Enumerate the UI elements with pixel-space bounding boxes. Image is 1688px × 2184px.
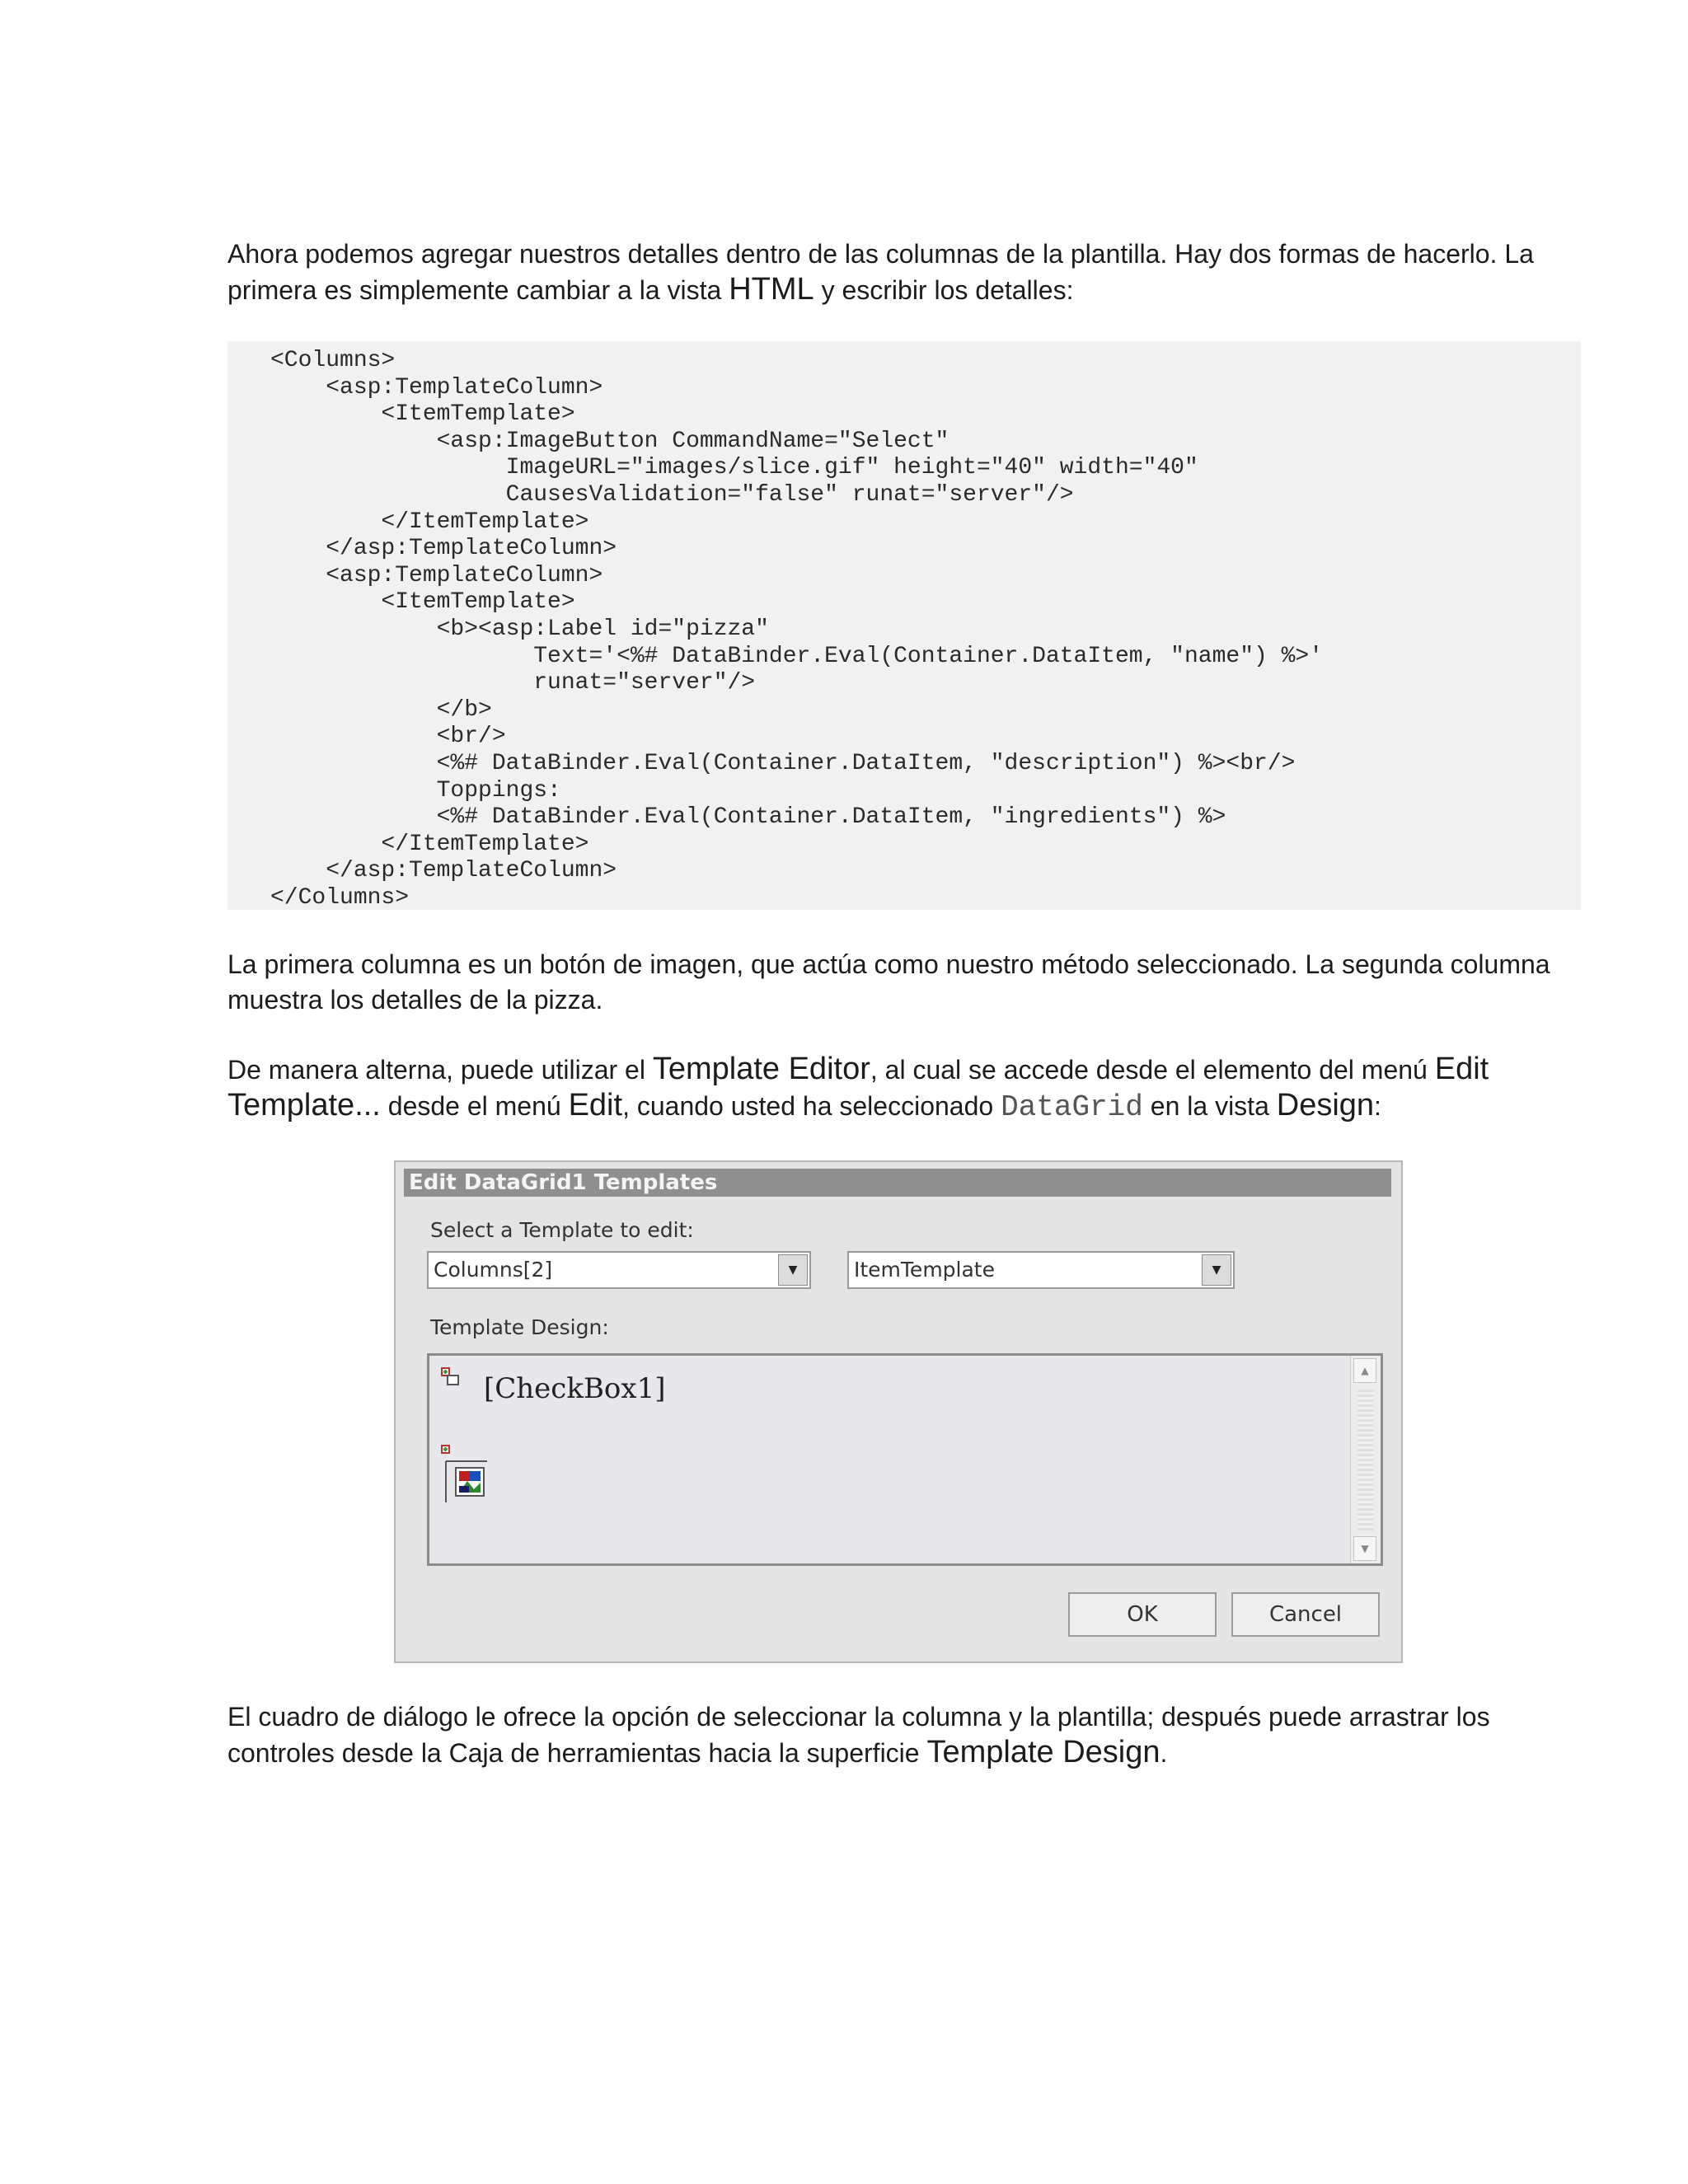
- text-run: :: [1374, 1091, 1381, 1121]
- code-line: <%# DataBinder.Eval(Container.DataItem, "description") %><br/>: [270, 750, 1296, 776]
- code-line: </ItemTemplate>: [270, 831, 589, 857]
- code-line: <b><asp:Label id="pizza": [270, 616, 769, 642]
- code-line: runat="server"/>: [270, 670, 756, 696]
- code-line: </asp:TemplateColumn>: [270, 858, 617, 884]
- datagrid-term: DataGrid: [1001, 1090, 1143, 1124]
- chevron-down-icon[interactable]: ▼: [1202, 1254, 1231, 1286]
- code-line: <br/>: [270, 724, 506, 750]
- text-run: , al cual se accede desde el elemento del menú: [870, 1055, 1435, 1085]
- template-editor-paragraph: [227, 1052, 1579, 1125]
- explanation-text: La primera columna es un botón de imagen, que actúa como nuestro método seleccionado. La segunda columna muestra los detalles de la pizza.: [227, 949, 1550, 1015]
- template-design-term: Template Design: [926, 1735, 1160, 1769]
- code-line: <asp:ImageButton CommandName="Select": [270, 428, 950, 454]
- vertical-scrollbar[interactable]: [1350, 1356, 1381, 1563]
- text-run: De manera alterna, puede utilizar el: [227, 1055, 653, 1085]
- code-line: <ItemTemplate>: [270, 401, 575, 428]
- intro-text-end: y escribir los detalles:: [814, 275, 1074, 305]
- column-select[interactable]: [427, 1251, 811, 1289]
- code-line: ImageURL="images/slice.gif" height="40" width="40": [270, 455, 1198, 481]
- template-select-value: ItemTemplate: [854, 1258, 995, 1282]
- text-run: en la vista: [1142, 1091, 1277, 1121]
- template-editor-term: Template Editor: [652, 1052, 870, 1086]
- text-run: , cuando usted ha seleccionado: [622, 1091, 1001, 1121]
- template-design-label: Template Design:: [430, 1315, 609, 1339]
- column-select-value: Columns[2]: [434, 1258, 553, 1282]
- edit-term: Edit: [568, 1088, 623, 1122]
- dialog-title: Edit DataGrid1 Templates: [404, 1169, 1391, 1197]
- code-line: Text='<%# DataBinder.Eval(Container.DataItem, "name") %>': [270, 643, 1324, 669]
- code-line: </Columns>: [270, 884, 410, 911]
- closing-paragraph: [227, 1699, 1579, 1771]
- explanation-paragraph: [227, 947, 1579, 1018]
- code-line: <asp:TemplateColumn>: [270, 562, 603, 588]
- control-marker-icon: [441, 1367, 459, 1385]
- template-select[interactable]: [847, 1251, 1235, 1289]
- checkbox-control[interactable]: [CheckBox1]: [484, 1372, 666, 1405]
- code-line: <%# DataBinder.Eval(Container.DataItem, "ingredients") %>: [270, 804, 1226, 831]
- code-line: </b>: [270, 696, 492, 723]
- closing-text: El cuadro de diálogo le ofrece la opción de seleccionar la columna y la plantilla; después puede arrastrar los controles desde la Caja de herramientas hacia la superficie: [227, 1702, 1490, 1768]
- code-line: <Columns>: [270, 348, 396, 373]
- scroll-track[interactable]: [1357, 1389, 1374, 1530]
- image-placeholder-icon[interactable]: [444, 1453, 490, 1504]
- cancel-button[interactable]: Cancel: [1231, 1592, 1380, 1637]
- code-line: </ItemTemplate>: [270, 509, 589, 535]
- ok-button[interactable]: OK: [1068, 1592, 1217, 1637]
- code-line: CausesValidation="false" runat="server"/>: [270, 481, 1074, 508]
- text-run: desde el menú: [380, 1091, 569, 1121]
- html-term: HTML: [729, 272, 814, 307]
- intro-paragraph: [227, 237, 1579, 308]
- scroll-up-icon[interactable]: ▲: [1353, 1358, 1376, 1383]
- intro-text: Ahora podemos agregar nuestros detalles dentro de las columnas de la plantilla. Hay dos formas de hacerlo. La primera es simplemente cambiar a la vista: [227, 239, 1534, 305]
- select-template-label: Select a Template to edit:: [430, 1218, 694, 1242]
- code-line: Toppings:: [270, 777, 561, 804]
- code-line: <ItemTemplate>: [270, 589, 575, 616]
- scroll-down-icon[interactable]: ▼: [1353, 1536, 1376, 1561]
- chevron-down-icon[interactable]: ▼: [778, 1254, 808, 1286]
- design-term: Design: [1276, 1088, 1375, 1122]
- code-line: <asp:TemplateColumn>: [270, 374, 603, 401]
- edit-template-term: Edit Template...: [227, 1052, 1489, 1122]
- edit-templates-dialog: [394, 1160, 1403, 1663]
- template-design-surface[interactable]: [427, 1353, 1383, 1566]
- closing-text-end: .: [1160, 1738, 1168, 1768]
- code-listing: [227, 341, 1581, 910]
- code-line: </asp:TemplateColumn>: [270, 536, 617, 562]
